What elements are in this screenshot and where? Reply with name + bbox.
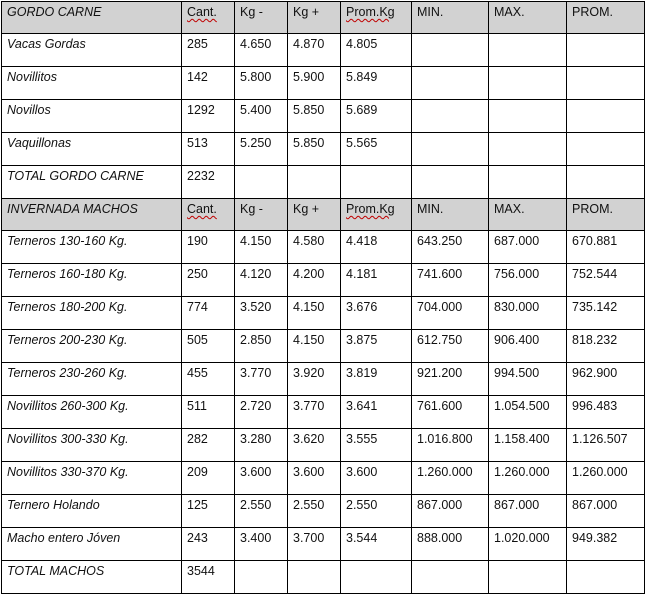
cell-kg-min: 3.600	[235, 462, 288, 495]
cell-prom-kg: 5.565	[341, 133, 412, 166]
cell-kg-max: 3.620	[288, 429, 341, 462]
cell-prom: 962.900	[567, 363, 645, 396]
table-row	[2, 264, 645, 297]
cell-cant: 511	[182, 396, 235, 429]
cell-prom-kg: 5.849	[341, 67, 412, 100]
cell-prom	[567, 166, 645, 199]
cell-kg-min	[235, 561, 288, 594]
cell-category: Vaquillonas	[2, 133, 182, 166]
cell-cant: 455	[182, 363, 235, 396]
cell-prom: 670.881	[567, 231, 645, 264]
cell-cant: 243	[182, 528, 235, 561]
cell-cant: 505	[182, 330, 235, 363]
cell-max	[489, 67, 567, 100]
cell-prom: 996.483	[567, 396, 645, 429]
cell-prom-kg: 3.819	[341, 363, 412, 396]
cell-kg-max: 2.550	[288, 495, 341, 528]
cell-category: Novillitos	[2, 67, 182, 100]
cell-prom: 949.382	[567, 528, 645, 561]
cell-min: 1.016.800	[412, 429, 489, 462]
cell-kg-max: 4.150	[288, 297, 341, 330]
total-row	[2, 561, 645, 594]
cell-prom-kg: 4.805	[341, 34, 412, 67]
cell-kg-max: 3.920	[288, 363, 341, 396]
cell-kg-max: 4.580	[288, 231, 341, 264]
section-header-gordo-carne	[2, 2, 645, 34]
total-row	[2, 166, 645, 199]
cell-prom: 1.126.507	[567, 429, 645, 462]
cell-max: 994.500	[489, 363, 567, 396]
cell-category: Vacas Gordas	[2, 34, 182, 67]
cell-prom-kg: 5.689	[341, 100, 412, 133]
cell-min: 643.250	[412, 231, 489, 264]
cell-prom	[567, 133, 645, 166]
cell-category: Novillos	[2, 100, 182, 133]
cell-kg-max: 5.900	[288, 67, 341, 100]
cell-category: Terneros 160-180 Kg.	[2, 264, 182, 297]
cell-kg-max: 5.850	[288, 133, 341, 166]
cell-category: Ternero Holando	[2, 495, 182, 528]
cell-kg-max: 3.700	[288, 528, 341, 561]
cell-min: 888.000	[412, 528, 489, 561]
header-kg-max: Kg +	[288, 199, 341, 231]
table-row	[2, 396, 645, 429]
cell-max: 1.158.400	[489, 429, 567, 462]
cattle-price-table	[1, 1, 645, 594]
cell-min: 761.600	[412, 396, 489, 429]
section-header-invernada-machos	[2, 199, 645, 231]
cell-category: Novillitos 260-300 Kg.	[2, 396, 182, 429]
cell-kg-min: 4.650	[235, 34, 288, 67]
cell-prom-kg: 3.641	[341, 396, 412, 429]
header-kg-max: Kg +	[288, 2, 341, 34]
header-prom: PROM.	[567, 199, 645, 231]
cell-prom: 867.000	[567, 495, 645, 528]
cell-prom-kg: 3.555	[341, 429, 412, 462]
cell-prom-kg: 2.550	[341, 495, 412, 528]
cell-cant: 282	[182, 429, 235, 462]
cell-cant: 513	[182, 133, 235, 166]
cell-min: 741.600	[412, 264, 489, 297]
cell-prom	[567, 100, 645, 133]
cell-kg-min: 4.120	[235, 264, 288, 297]
table-row	[2, 528, 645, 561]
cell-min	[412, 133, 489, 166]
cell-kg-min: 5.800	[235, 67, 288, 100]
cell-prom-kg	[341, 561, 412, 594]
cell-category: Novillitos 300-330 Kg.	[2, 429, 182, 462]
cell-min: 867.000	[412, 495, 489, 528]
cell-prom-kg: 3.875	[341, 330, 412, 363]
cell-kg-max	[288, 166, 341, 199]
cell-kg-max: 4.150	[288, 330, 341, 363]
header-cant: Cant.	[182, 2, 235, 34]
cell-max: 1.020.000	[489, 528, 567, 561]
cell-prom-kg: 3.600	[341, 462, 412, 495]
cell-cant: 125	[182, 495, 235, 528]
cell-prom: 818.232	[567, 330, 645, 363]
cell-cant: 250	[182, 264, 235, 297]
cell-min	[412, 561, 489, 594]
cell-prom-kg	[341, 166, 412, 199]
cell-kg-min: 2.550	[235, 495, 288, 528]
header-cant: Cant.	[182, 199, 235, 231]
table-row	[2, 462, 645, 495]
cell-max	[489, 561, 567, 594]
header-prom: PROM.	[567, 2, 645, 34]
table-row	[2, 363, 645, 396]
header-kg-min: Kg -	[235, 199, 288, 231]
cell-prom	[567, 34, 645, 67]
cell-category: Terneros 130-160 Kg.	[2, 231, 182, 264]
cell-max	[489, 100, 567, 133]
cell-kg-min: 2.850	[235, 330, 288, 363]
cell-category: Macho entero Jóven	[2, 528, 182, 561]
cell-category: Novillitos 330-370 Kg.	[2, 462, 182, 495]
table-row	[2, 100, 645, 133]
table-row	[2, 231, 645, 264]
cell-min: 921.200	[412, 363, 489, 396]
cell-max: 756.000	[489, 264, 567, 297]
cell-category: Terneros 180-200 Kg.	[2, 297, 182, 330]
cell-kg-min: 5.400	[235, 100, 288, 133]
cell-cant: 142	[182, 67, 235, 100]
cell-min	[412, 67, 489, 100]
cell-max: 830.000	[489, 297, 567, 330]
cell-cant: 2232	[182, 166, 235, 199]
cell-kg-min: 3.280	[235, 429, 288, 462]
cell-prom-kg: 4.181	[341, 264, 412, 297]
cell-cant: 209	[182, 462, 235, 495]
cell-min: 1.260.000	[412, 462, 489, 495]
header-prom-kg: Prom.Kg	[341, 2, 412, 34]
cell-kg-max: 5.850	[288, 100, 341, 133]
table-row	[2, 34, 645, 67]
cell-cant: 1292	[182, 100, 235, 133]
cell-cant: 3544	[182, 561, 235, 594]
cell-kg-min: 5.250	[235, 133, 288, 166]
cell-max: 906.400	[489, 330, 567, 363]
cell-max: 1.260.000	[489, 462, 567, 495]
header-category: INVERNADA MACHOS	[2, 199, 182, 231]
table-row	[2, 429, 645, 462]
cell-kg-max: 4.870	[288, 34, 341, 67]
cell-prom	[567, 561, 645, 594]
cell-kg-min: 3.400	[235, 528, 288, 561]
table-row	[2, 297, 645, 330]
cell-prom-kg: 4.418	[341, 231, 412, 264]
cell-prom: 735.142	[567, 297, 645, 330]
cell-category: TOTAL GORDO CARNE	[2, 166, 182, 199]
cell-kg-max: 4.200	[288, 264, 341, 297]
header-max: MAX.	[489, 199, 567, 231]
header-min: MIN.	[412, 199, 489, 231]
header-category: GORDO CARNE	[2, 2, 182, 34]
cell-kg-min: 3.520	[235, 297, 288, 330]
cell-category: Terneros 230-260 Kg.	[2, 363, 182, 396]
cell-prom: 752.544	[567, 264, 645, 297]
cell-kg-min: 3.770	[235, 363, 288, 396]
table-row	[2, 133, 645, 166]
cell-min: 704.000	[412, 297, 489, 330]
table-row	[2, 495, 645, 528]
cell-max: 1.054.500	[489, 396, 567, 429]
cell-cant: 774	[182, 297, 235, 330]
cell-prom	[567, 67, 645, 100]
cell-kg-min	[235, 166, 288, 199]
cell-prom-kg: 3.676	[341, 297, 412, 330]
cell-max	[489, 133, 567, 166]
cell-max: 687.000	[489, 231, 567, 264]
cell-cant: 285	[182, 34, 235, 67]
cell-max	[489, 34, 567, 67]
cell-min	[412, 34, 489, 67]
cell-kg-min: 4.150	[235, 231, 288, 264]
cell-category: Terneros 200-230 Kg.	[2, 330, 182, 363]
cell-prom-kg: 3.544	[341, 528, 412, 561]
cell-kg-max: 3.770	[288, 396, 341, 429]
cell-min	[412, 100, 489, 133]
header-min: MIN.	[412, 2, 489, 34]
cell-kg-min: 2.720	[235, 396, 288, 429]
header-max: MAX.	[489, 2, 567, 34]
cell-kg-max	[288, 561, 341, 594]
header-prom-kg: Prom.Kg	[341, 199, 412, 231]
cell-min: 612.750	[412, 330, 489, 363]
cell-min	[412, 166, 489, 199]
table-row	[2, 330, 645, 363]
cell-prom: 1.260.000	[567, 462, 645, 495]
table-row	[2, 67, 645, 100]
cell-max: 867.000	[489, 495, 567, 528]
cell-max	[489, 166, 567, 199]
header-kg-min: Kg -	[235, 2, 288, 34]
cell-kg-max: 3.600	[288, 462, 341, 495]
cell-cant: 190	[182, 231, 235, 264]
cell-category: TOTAL MACHOS	[2, 561, 182, 594]
